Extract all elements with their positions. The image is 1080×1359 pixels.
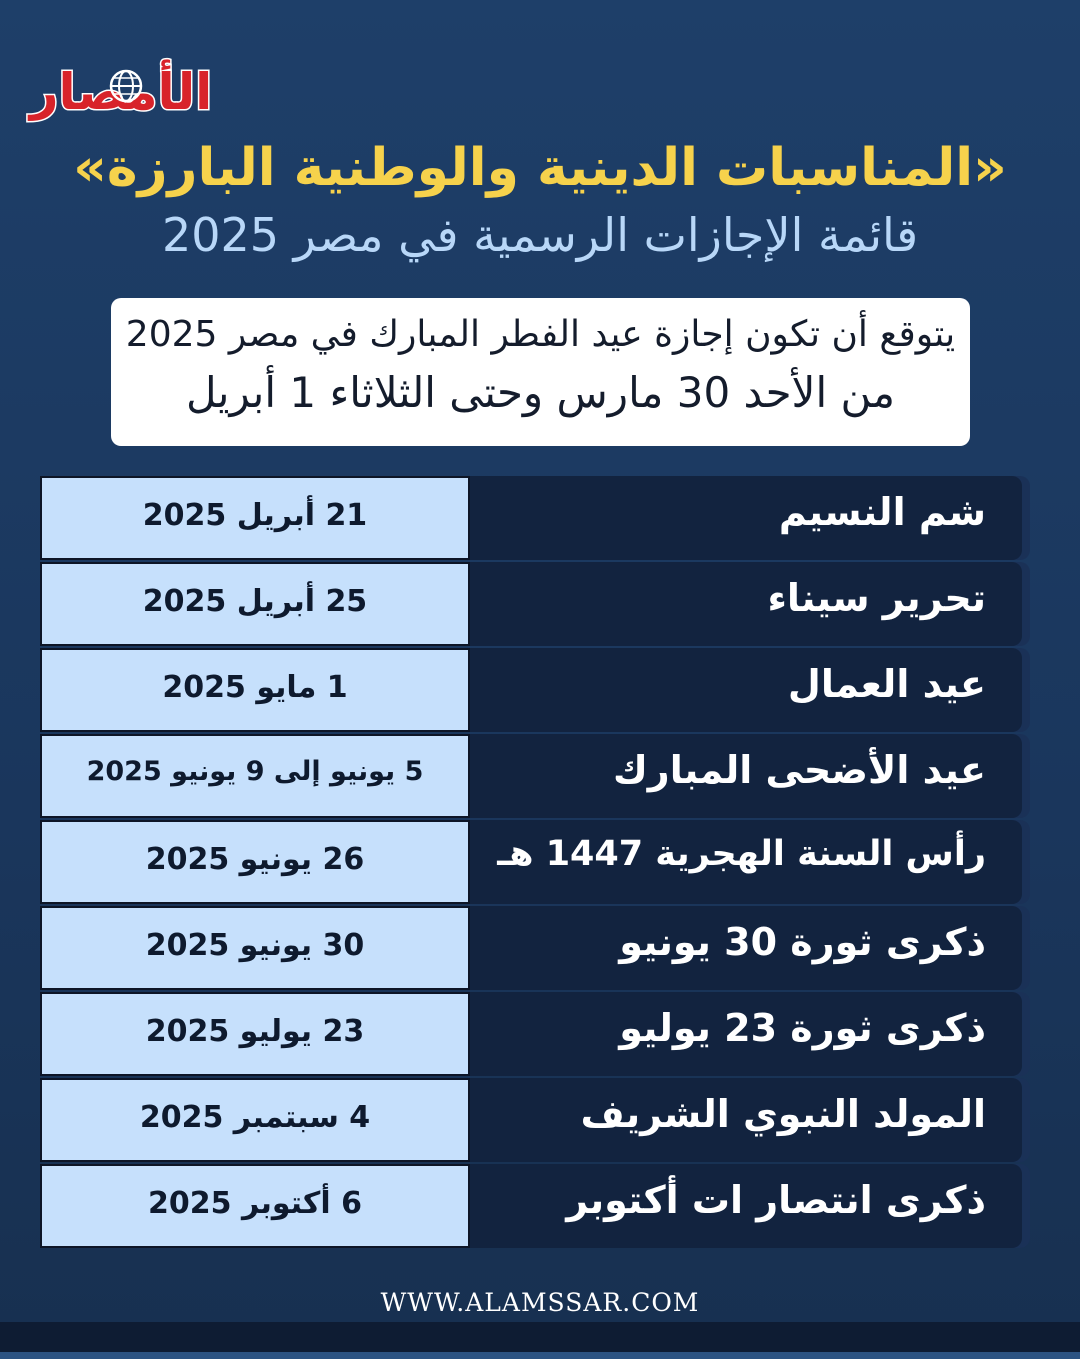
logo-text: الأمصار xyxy=(29,63,213,121)
eid-notice-box xyxy=(111,298,970,446)
holiday-name: المولد النبوي الشريف xyxy=(580,1092,986,1136)
table-row xyxy=(40,1078,1022,1162)
table-row xyxy=(40,476,1022,560)
holiday-date-cell xyxy=(40,734,470,818)
holiday-date-cell xyxy=(40,992,470,1076)
holiday-date: 30 يونيو 2025 xyxy=(145,928,365,963)
holiday-name: شم النسيم xyxy=(778,490,986,534)
holiday-name-cell xyxy=(470,648,1022,732)
holiday-date-cell xyxy=(40,476,470,560)
notice-line-1: يتوقع أن تكون إجازة عيد الفطر المبارك في مصر 2025 xyxy=(125,314,956,355)
notice-line-2: من الأحد 30 مارس وحتى الثلاثاء 1 أبريل xyxy=(186,368,895,417)
holiday-name: ذكرى انتصار ات أكتوبر xyxy=(566,1178,986,1222)
holiday-name-cell xyxy=(470,734,1022,818)
table-row xyxy=(40,648,1022,732)
globe-icon xyxy=(106,66,146,106)
holiday-name-cell xyxy=(470,1164,1022,1248)
holiday-name-cell xyxy=(470,1078,1022,1162)
holiday-date-cell xyxy=(40,562,470,646)
holiday-name-cell xyxy=(470,562,1022,646)
bottom-accent-line xyxy=(0,1352,1080,1359)
holiday-date-cell xyxy=(40,820,470,904)
holiday-date: 4 سبتمبر 2025 xyxy=(139,1100,371,1135)
holiday-name: ذكرى ثورة 23 يوليو xyxy=(619,1006,986,1050)
holiday-date-cell xyxy=(40,648,470,732)
page-subtitle: قائمة الإجازات الرسمية في مصر 2025 xyxy=(161,208,919,262)
table-row xyxy=(40,992,1022,1076)
website-url-link[interactable]: WWW.ALAMSSAR.COM xyxy=(380,1288,700,1317)
holiday-name: عيد الأضحى المبارك xyxy=(612,748,986,792)
holiday-name: تحرير سيناء xyxy=(767,576,986,620)
table-row xyxy=(40,562,1022,646)
holiday-date: 5 يونيو إلى 9 يونيو 2025 xyxy=(86,756,424,787)
holiday-date-cell xyxy=(40,1164,470,1248)
holiday-name-cell xyxy=(470,906,1022,990)
table-row xyxy=(40,1164,1022,1248)
holiday-name: رأس السنة الهجرية 1447 هـ xyxy=(497,834,986,874)
holiday-date: 21 أبريل 2025 xyxy=(142,498,368,533)
table-row xyxy=(40,734,1022,818)
holiday-name-cell xyxy=(470,476,1022,560)
page-title: «المناسبات الدينية والوطنية البارزة» xyxy=(73,138,1007,198)
holiday-date: 6 أكتوبر 2025 xyxy=(148,1186,362,1221)
holiday-date-cell xyxy=(40,906,470,990)
table-row xyxy=(40,906,1022,990)
holiday-date: 1 مايو 2025 xyxy=(162,670,348,705)
holiday-date: 23 يوليو 2025 xyxy=(145,1014,365,1049)
holiday-date-cell xyxy=(40,1078,470,1162)
holiday-date: 26 يونيو 2025 xyxy=(145,842,365,877)
holiday-name: عيد العمال xyxy=(787,662,986,706)
table-row xyxy=(40,820,1022,904)
site-logo[interactable] xyxy=(29,56,213,128)
holiday-date: 25 أبريل 2025 xyxy=(142,584,368,619)
holiday-name-cell xyxy=(470,820,1022,904)
holiday-name: ذكرى ثورة 30 يونيو xyxy=(619,920,986,964)
holiday-name-cell xyxy=(470,992,1022,1076)
